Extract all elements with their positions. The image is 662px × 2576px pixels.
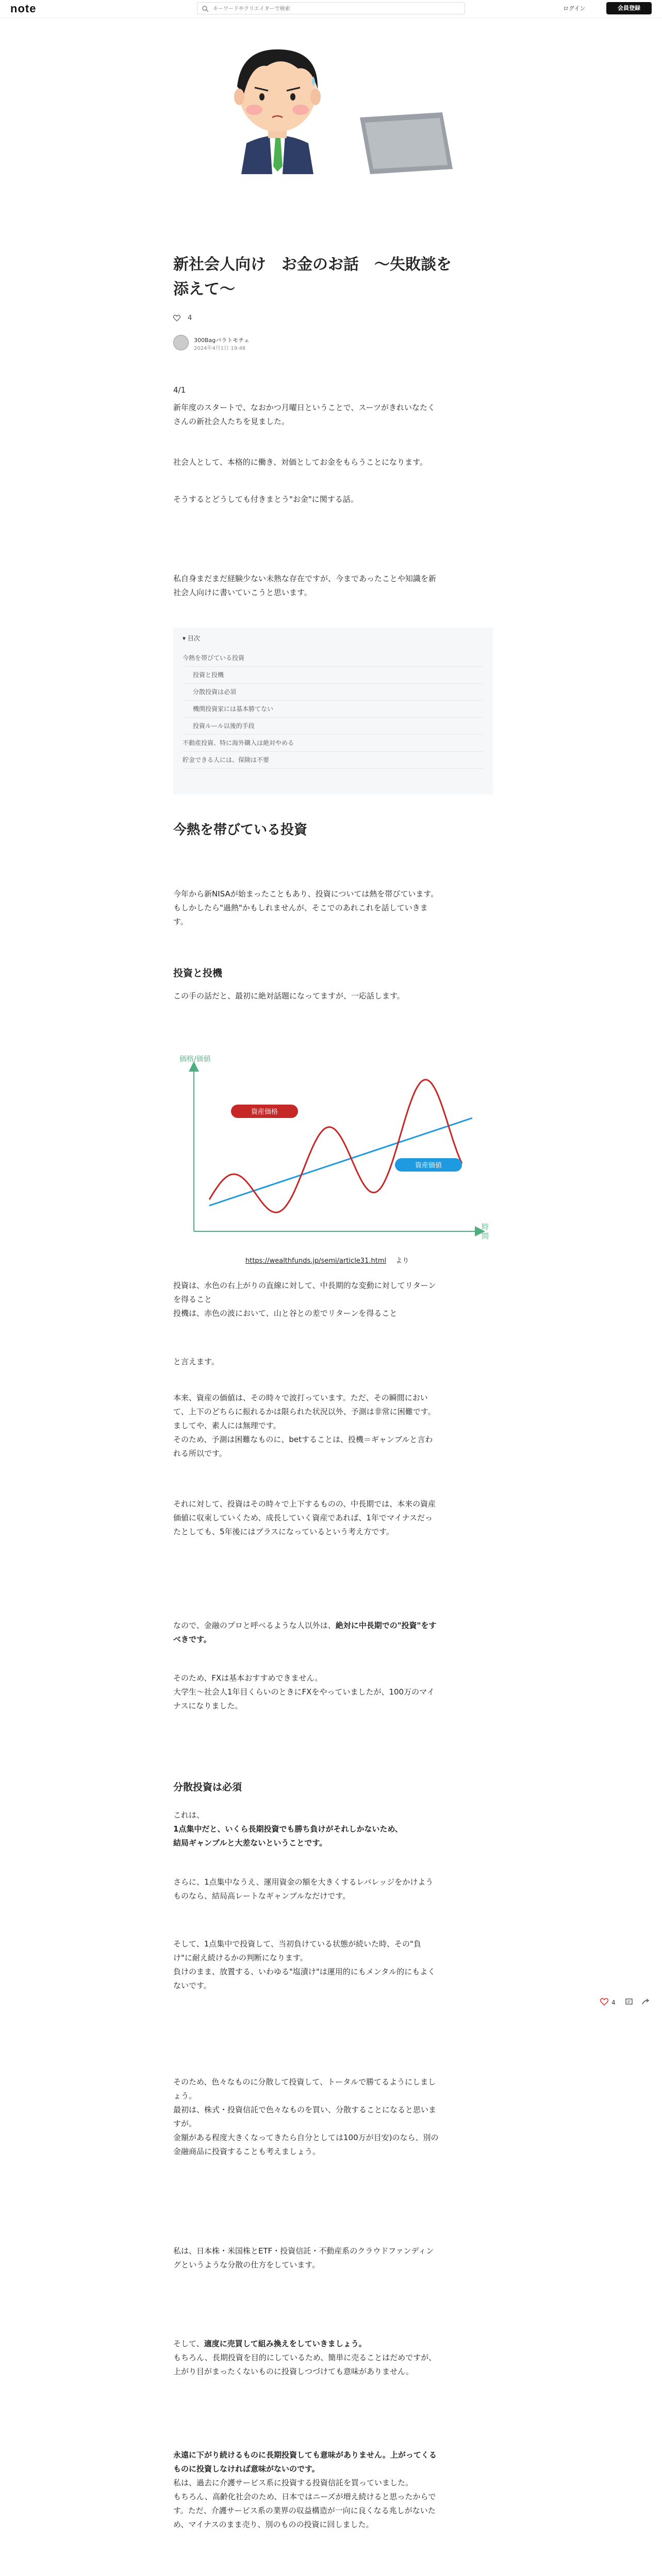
avatar[interactable]: [173, 335, 189, 350]
paragraph: 今年から新NISAが始まったこともあり、投資については熱を帯びています。 もしかしたら"過熱"かもしれませんが、そこでのあれこれを話していきま す。: [173, 889, 439, 926]
search-box[interactable]: [197, 2, 465, 14]
hero-illustration: [205, 45, 457, 174]
paragraph: そして、1点集中で投資して、当初負けている状態が続いた時、その"負 け"に耐え続けるかの判断になります。 負けのまま、放置する、いわゆる"塩漬け"は運用的にもメンタル的にもよく ないです。: [173, 1939, 436, 1990]
paragraph: それに対して、投資はその時々で上下するものの、中長期では、本来の資産 価値に収束していくため、成長していく資産であれば、1年でマイナスだっ たとしても、5年後にはプラスになっているという考え方です。: [173, 1499, 436, 1536]
article-title: [173, 252, 493, 302]
toc-item[interactable]: 投資と投機: [183, 667, 484, 684]
toc-item[interactable]: 不動産投資、特に海外購入は絶対やめる: [183, 735, 484, 752]
paragraph: 投資は、水色の右上がりの直線に対して、中長期的な変動に対してリターン を得ること 投機は、赤色の波において、山と谷との差でリターンを得ること: [173, 1281, 436, 1318]
paragraph: 4/1: [173, 385, 186, 395]
paragraph: なので、金融のプロと呼べるような人以外は、絶対に中長期での"投資"をす べきです。: [173, 1621, 437, 1644]
paragraph: 私は、日本株・米国株とETF・投資信託・不動産系のクラウドファンディン グというような分散の仕方をしています。: [173, 2246, 434, 2269]
toc-item[interactable]: 今熱を帯びている投資: [183, 650, 484, 667]
paragraph: 社会人として、本格的に働き、対価としてお金をもらうことになります。: [173, 457, 427, 467]
toc-item[interactable]: 分散投資は必須: [183, 684, 484, 701]
floating-action-bar: [596, 1997, 658, 2009]
heart-icon[interactable]: [600, 1998, 608, 2006]
note-logo[interactable]: note: [10, 2, 37, 15]
toc-heading[interactable]: ▾ 目次: [183, 635, 200, 642]
title-line-2: 添えて〜: [173, 280, 235, 298]
author-name[interactable]: 300Bagパラトモチェ: [194, 337, 250, 344]
toc-item[interactable]: 機関投資家には基本勝てない: [183, 701, 484, 718]
paragraph: と言えます。: [173, 1357, 219, 1366]
top-bar: [0, 0, 662, 18]
comment-icon[interactable]: [625, 1998, 633, 2006]
share-icon[interactable]: [641, 1998, 650, 2006]
paragraph: 本来、資産の価値は、その時々で波打っています。ただ、その瞬間におい て、上下のどちらに振れるかは限られた状況以外、予測は非常に困難です。 ましてや、素人には無理です。 そのため、予測は困難なものに、betすることは、投機＝ギャンブルと言わ れる所以です。: [173, 1393, 436, 1458]
subsection-heading: 投資と投機: [173, 968, 223, 979]
table-of-contents: [173, 628, 493, 794]
paragraph: そのため、色々なものに分散して投資して、トータルで勝てるようにしまし ょう。 最初は、株式・投資信託で色々なものを買い、分散することになると思いま すが。 金額がある程度大きくなってきたら自分としては100万が目安)のなら、別の 金融商品に投資することも考えましょう。: [173, 2077, 439, 2156]
toc-item[interactable]: 投資ルール以後的手段: [183, 718, 484, 735]
legend-value-label: 資産価値: [415, 1162, 442, 1170]
title-line-1: 新社会人向け お金のお話 〜失敗談を: [173, 256, 452, 274]
y-axis-label: 価格/価値: [179, 1055, 211, 1063]
heart-icon[interactable]: [173, 315, 180, 321]
like-count: 4: [188, 314, 192, 322]
paragraph: 新年度のスタートで、なおかつ月曜日ということで、スーツがきれいなたく さんの新社会人たちを見ました。: [173, 403, 436, 426]
section-heading: 今熱を帯びている投資: [173, 822, 308, 838]
legend-value: [395, 1158, 462, 1172]
search-icon: [202, 5, 209, 12]
publish-date: 2024年4月1日 19:48: [194, 346, 246, 351]
legend-price: [231, 1105, 298, 1118]
paragraph: そのため、FXは基本おすすめできません。 大学生〜社会人1年目くらいのときにFXをやっていましたが、100万のマイ ナスになりました。: [173, 1673, 435, 1710]
paragraph: さらに、1点集中なうえ、運用資金の額を大きくするレバレッジをかけよう ものなら、結局高レートなギャンブルなだけです。: [173, 1877, 434, 1901]
like-row: [173, 314, 192, 322]
paragraph: この手の話だと、最初に絶対話題になってますが、一応話します。: [173, 991, 405, 1001]
source-link[interactable]: https://wealthfunds.jp/semi/article31.html: [245, 1257, 387, 1265]
floating-like-count: 4: [611, 1999, 616, 2006]
x-axis-label-1: 時: [482, 1223, 489, 1231]
login-link[interactable]: ログイン: [563, 5, 586, 12]
subsection-heading: 分散投資は必須: [173, 1782, 242, 1793]
paragraph: 永遠に下がり続けるものに長期投資しても意味がありません。上がってくる ものに投資しなければ意味がないのです。 私は、過去に介護サービス系に投資する投資信託を買っていました。 もちろん、高齢化社会のため、日本ではニーズが増え続けると思ったからで す。ただ、介護サービス系の業界の収益構造が一向に良くなる兆しがないた め、マイナスのまま売り、別のものの投資に回しました。: [173, 2450, 437, 2529]
caption-suffix: より: [395, 1257, 409, 1265]
search-input[interactable]: [212, 4, 461, 14]
paragraph: そうするとどうしても付きまとう"お金"に関する話。: [173, 495, 358, 504]
article-header: [173, 252, 493, 302]
paragraph: 私自身まだまだ経験少ない未熟な存在ですが、今まであったことや知識を新 社会人向けに書いていこうと思います。: [173, 574, 436, 597]
paragraph: そして、適度に売買して組み換えをしていきましょう。 もちろん、長期投資を目的にしているため、簡単に売ることはだめですが、 上がり目がまったくないものに投資しつづけても意味がありません。: [173, 2339, 437, 2376]
invest-vs-speculation-chart: [173, 1051, 493, 1247]
legend-price-label: 資産価格: [251, 1108, 278, 1116]
signup-button[interactable]: 会員登録: [606, 2, 652, 14]
toc-item[interactable]: 貯金できる人には、保険は不要: [183, 752, 484, 769]
x-axis-label-2: 間: [482, 1232, 489, 1241]
chart-caption: [245, 1255, 409, 1265]
paragraph: これは、 1点集中だと、いくら長期投資でも勝ち負けがそれしかないため、 結局ギャンブルと大差ないということです。: [173, 1810, 403, 1848]
